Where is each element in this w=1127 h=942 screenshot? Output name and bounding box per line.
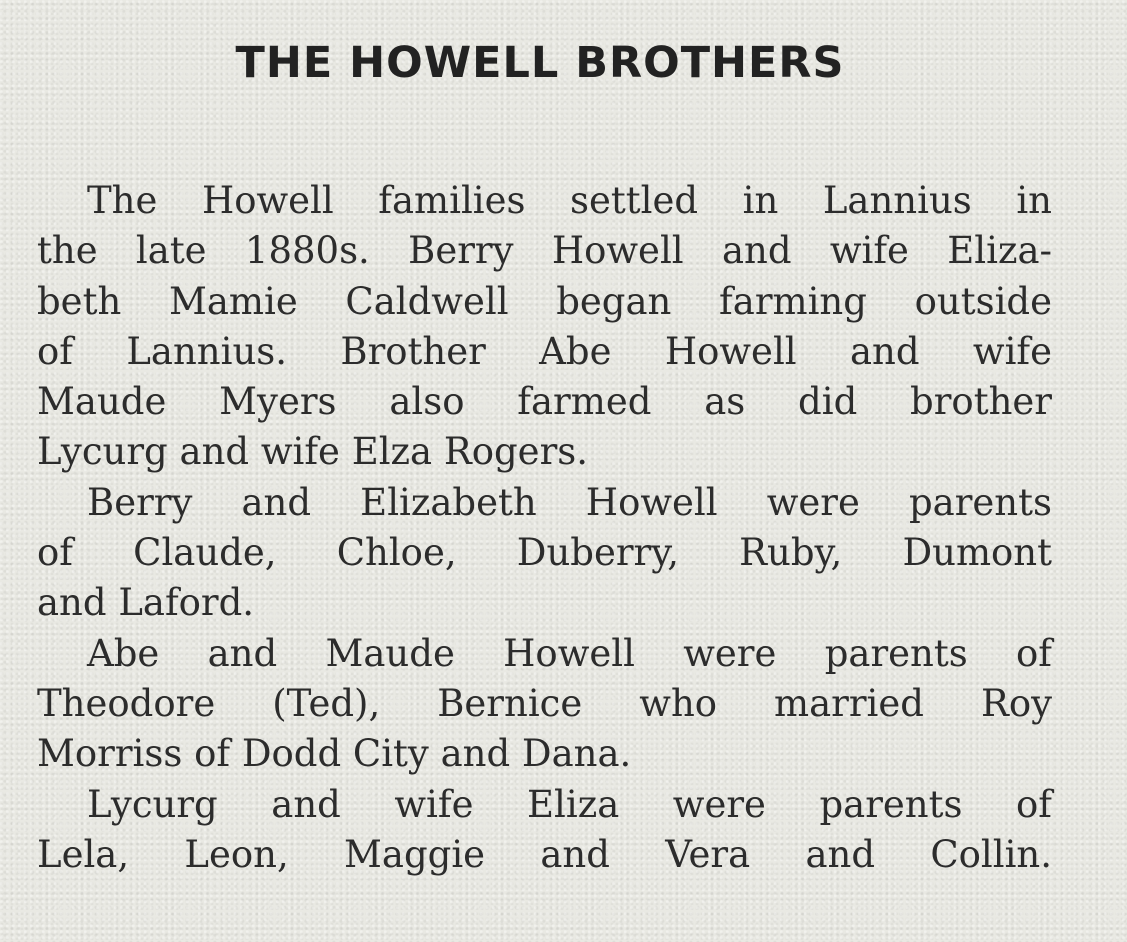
text-line: the late 1880s. Berry Howell and wife Eliza- xyxy=(37,229,1052,273)
page-title: THE HOWELL BROTHERS xyxy=(235,38,845,88)
text-line: Lycurg and wife Elza Rogers. xyxy=(37,430,589,474)
text-line: Morriss of Dodd City and Dana. xyxy=(37,732,632,776)
text-line: Berry and Elizabeth Howell were parents xyxy=(87,480,1052,524)
text-line: Maude Myers also farmed as did brother xyxy=(37,380,1052,424)
text-line: Abe and Maude Howell were parents of xyxy=(87,631,1052,675)
text-line: The Howell families settled in Lannius in xyxy=(87,179,1052,222)
text-line: Lycurg and wife Eliza were parents of xyxy=(87,782,1052,826)
text-line: of Lannius. Brother Abe Howell and wife xyxy=(37,329,1052,373)
text-line: Lela, Leon, Maggie and Vera and Collin. xyxy=(37,832,1052,876)
text-line: Theodore (Ted), Bernice who married Roy xyxy=(37,681,1052,725)
text-line: beth Mamie Caldwell began farming outside xyxy=(37,279,1052,323)
article-body xyxy=(37,176,1052,880)
text-line: and Laford. xyxy=(37,581,255,625)
text-line: of Claude, Chloe, Duberry, Ruby, Dumont xyxy=(37,531,1052,575)
